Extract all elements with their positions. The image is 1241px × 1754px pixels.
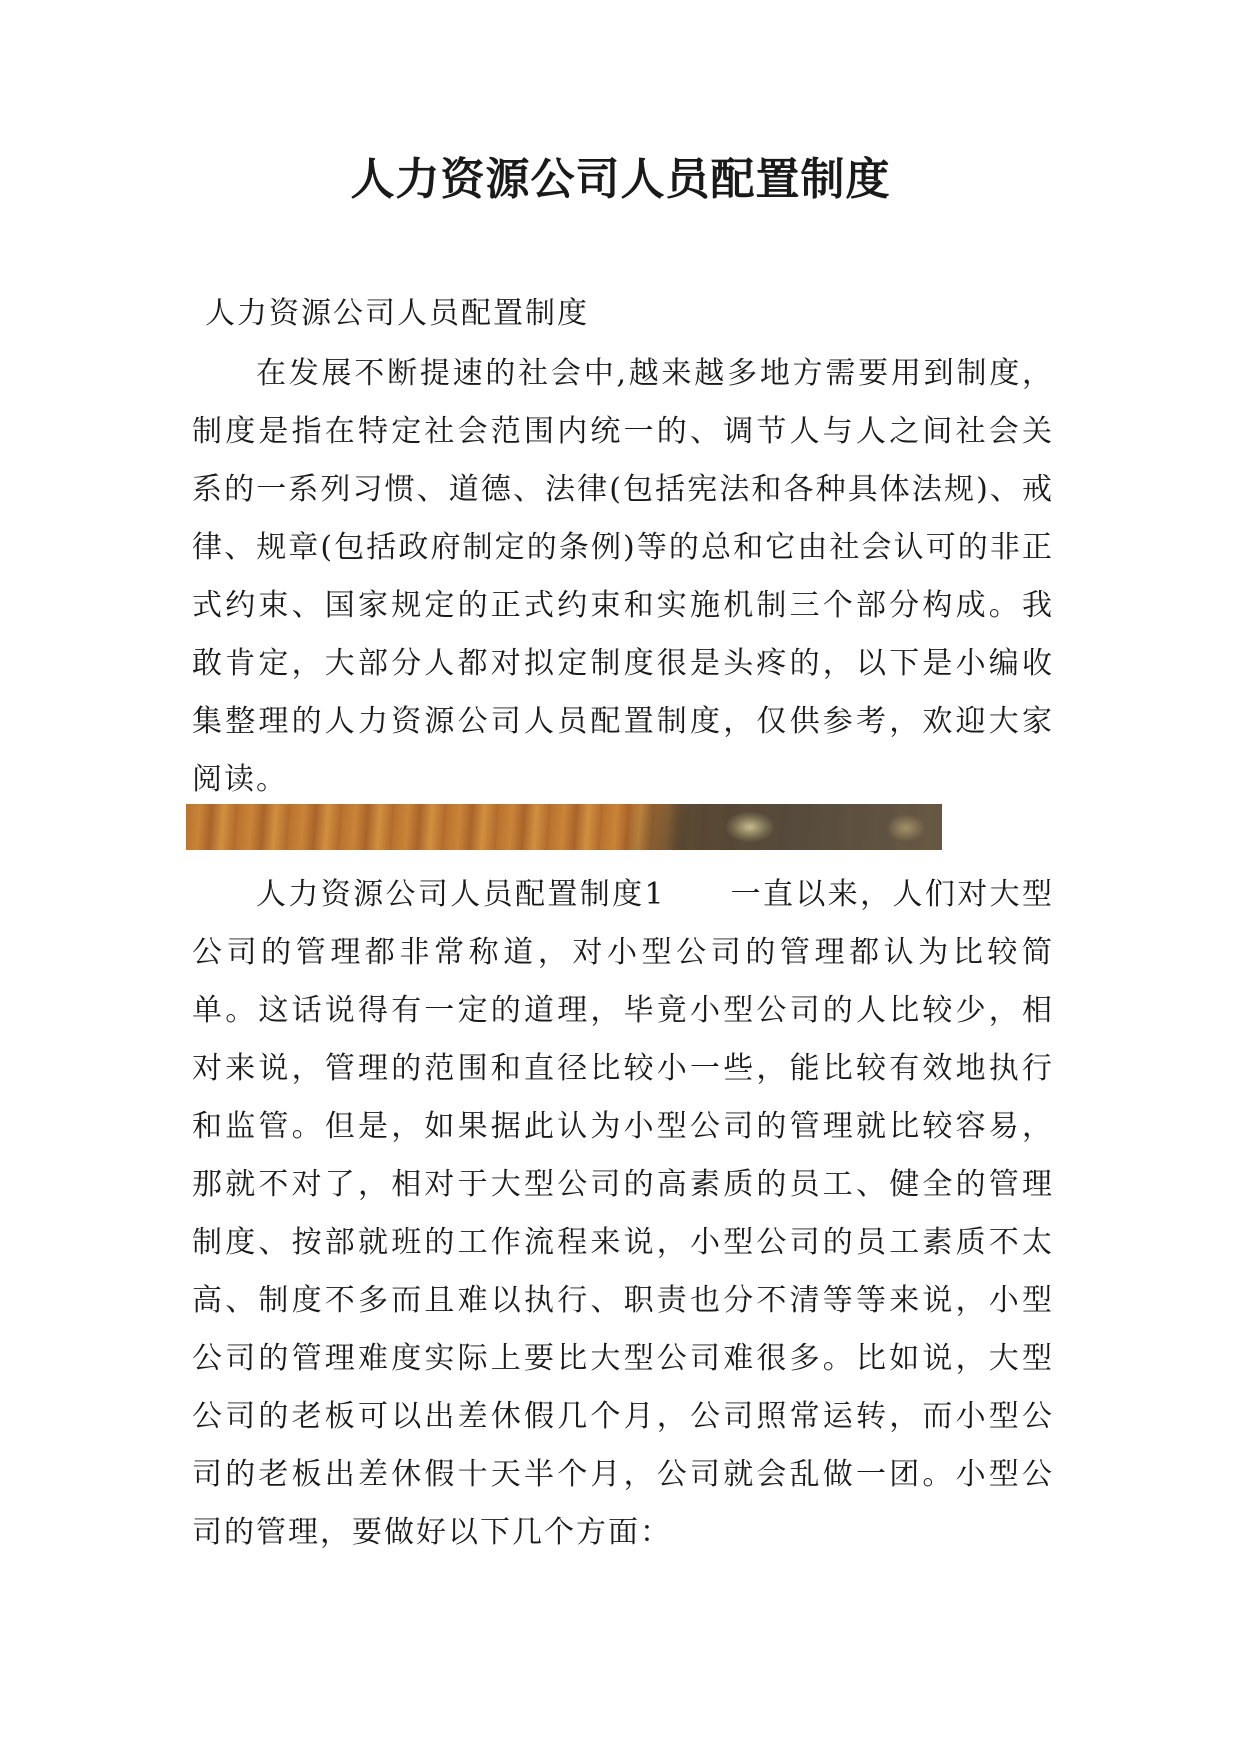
document-title: 人力资源公司人员配置制度 [350,154,891,205]
intro-paragraph: 在发展不断提速的社会中,越来越多地方需要用到制度，制度是指在特定社会范围内统一的、调节人与人之间社会关系的一系列习惯、道德、法律(包括宪法和各种具体法规)、戒律、规章(包括政府制定的条例)等的总和它由社会认可的非正式约束、国家规定的正式约束和实施机制三个部分构成。我敢肯定，大部分人都对拟定制度很是头疼的，以下是小编收集整理的人力资源公司人员配置制度，仅供参考，欢迎大家阅读。 [192,356,1054,797]
light-reflection [886,814,926,842]
decorative-photo-strip [186,804,942,850]
document-subtitle: 人力资源公司人员配置制度 [205,296,589,331]
body-paragraph: 人力资源公司人员配置制度1 一直以来，人们对大型公司的管理都非常称道，对小型公司的管理都认为比较简单。这话说得有一定的道理，毕竟小型公司的人比较少，相对来说，管理的范围和直径比较小一些，能比较有效地执行和监管。但是，如果据此认为小型公司的管理就比较容易，那就不对了，相对于大型公司的高素质的员工、健全的管理制度、按部就班的工作流程来说，小型公司的员工素质不太高、制度不多而且难以执行、职责也分不清等等来说，小型公司的管理难度实际上要比大型公司难很多。比如说，大型公司的老板可以出差休假几个月，公司照常运转，而小型公司的老板出差休假十天半个月，公司就会乱做一团。小型公司的管理，要做好以下几个方面： [192,877,1054,1550]
light-reflection [726,812,774,842]
